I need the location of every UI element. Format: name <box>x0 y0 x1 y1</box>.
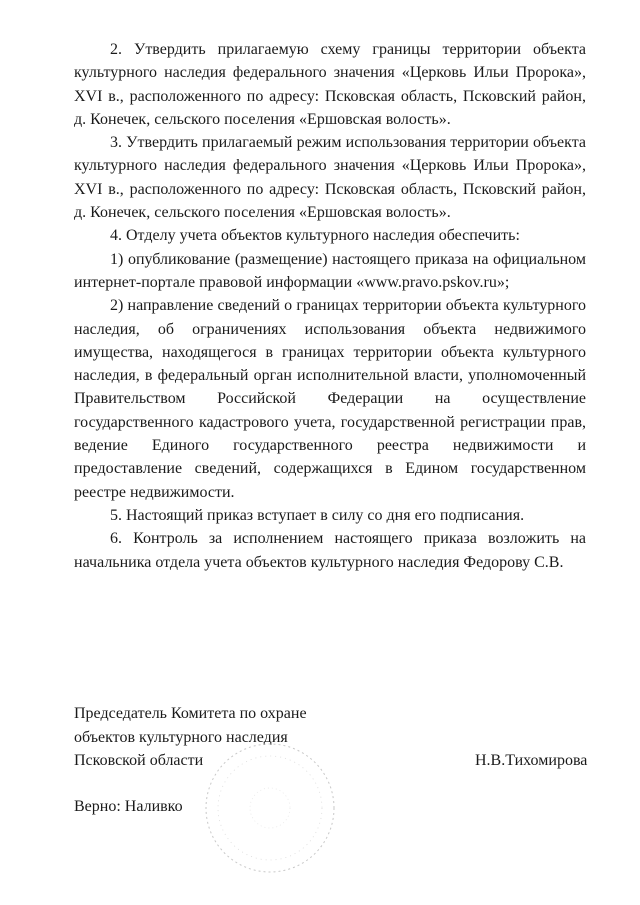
paragraph-2: 2. Утвердить прилагаемую схему границы территории объекта культурного наследия федерального значения «Церковь Ильи Пророка», XVI в., расположенного по адресу: Псковская область, Псковский район, д. Конечек, сельского поселения «Ершовская волость». <box>74 41 586 128</box>
position-line-1: Председатель Комитета по охране <box>74 705 307 722</box>
verified-by: Верно: Наливко <box>74 798 183 815</box>
paragraph-4: 4. Отделу учета объектов культурного наследия обеспечить: <box>110 227 520 245</box>
paragraph-3: 3. Утвердить прилагаемый режим использования территории объекта культурного наследия федерального значения «Церковь Ильи Пророка», XVI в., расположенного по адресу: Псковская область, Псковский район, д. Конечек, сельского поселения «Ершовская волость». <box>74 134 586 222</box>
paragraph-5: 5. Настоящий приказ вступает в силу со дня его подписания. <box>110 506 525 524</box>
position-line-2: объектов культурного наследия <box>74 728 288 746</box>
order-body <box>74 38 586 574</box>
paragraph-4-item-1: 1) опубликование (размещение) настоящего приказа на официальном интернет-портале правовой информации «www.pravo.pskov.ru»; <box>74 250 586 291</box>
faint-seal-stamp <box>200 738 340 878</box>
position-line-3: Псковской области <box>74 752 204 769</box>
signer-name: Н.В.Тихомирова <box>475 752 588 769</box>
paragraph-6: 6. Контроль за исполнением настоящего приказа возложить на начальника отдела учета объектов культурного наследия Федорову С.В. <box>74 530 586 571</box>
paragraph-4-item-2: 2) направление сведений о границах территории объекта культурного наследия, об ограничениях использования объекта недвижимого имущества, находящегося в границах территории объекта культурного наследия, в федеральный орган исполнительной власти, уполномоченный Правительством Российской Федерации на осуществление государственного кадастрового учета, государственной регистрации прав, ведение Единого государственного реестра недвижимости и предоставление сведений, содержащихся в Едином государственном реестре недвижимости. <box>74 297 586 501</box>
